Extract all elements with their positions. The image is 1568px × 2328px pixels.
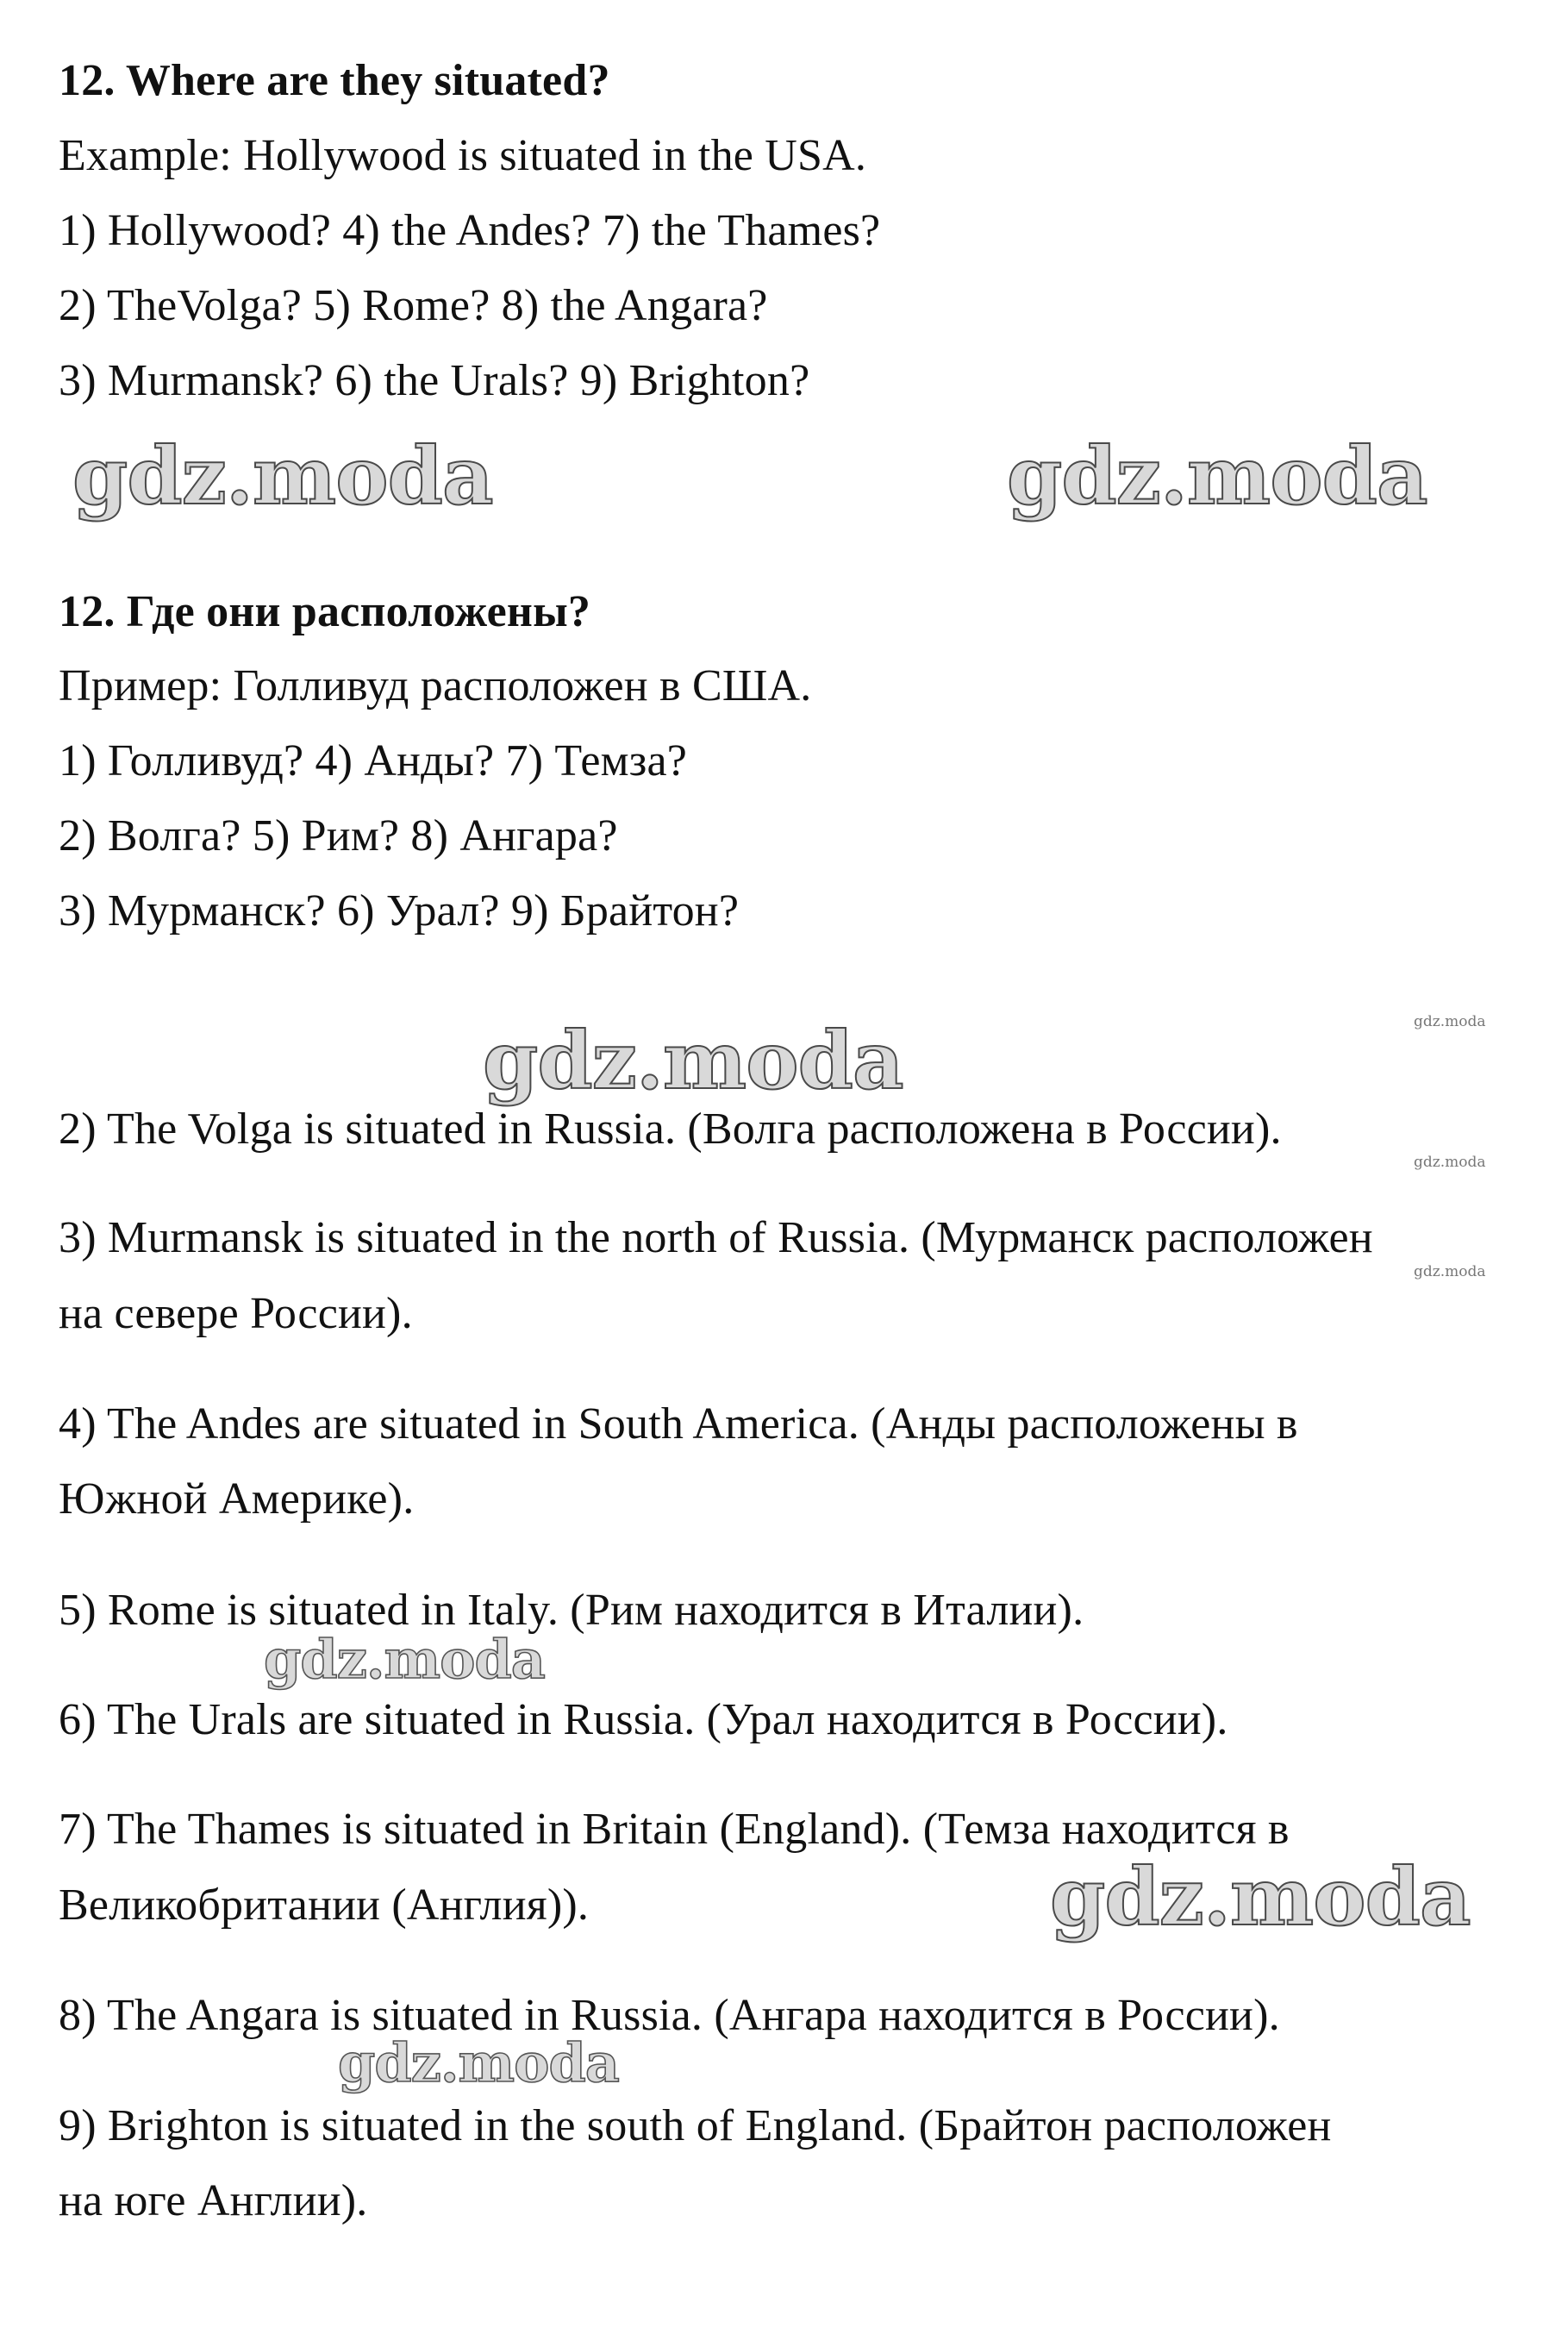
answer-line: 7) The Thames is situated in Britain (England). (Темза находится в <box>59 1805 1290 1854</box>
answer-line: Южной Америке). <box>59 1474 415 1524</box>
answer-line: 8) The Angara is situated in Russia. (Ангара находится в России). <box>59 1991 1280 2040</box>
watermark-logo: gdz.moda <box>264 1628 545 1691</box>
watermark-small: gdz.moda <box>1414 1263 1486 1280</box>
watermark-small: gdz.moda <box>1414 1013 1486 1030</box>
watermark-logo: gdz.moda <box>1007 429 1427 523</box>
answer-line: 3) Murmansk is situated in the north of Russia. (Мурманск расположен <box>59 1213 1373 1262</box>
exercise-example-en: Example: Hollywood is situated in the USA. <box>59 131 867 180</box>
exercise-row-ru: 2) Волга? 5) Рим? 8) Ангара? <box>59 811 618 860</box>
exercise-heading-en: 12. Where are they situated? <box>59 56 610 105</box>
exercise-row-en: 1) Hollywood? 4) the Andes? 7) the Thames? <box>59 206 881 255</box>
exercise-row-ru: 3) Мурманск? 6) Урал? 9) Брайтон? <box>59 886 740 936</box>
watermark-logo: gdz.moda <box>338 2031 619 2094</box>
exercise-row-en: 3) Murmansk? 6) the Urals? 9) Brighton? <box>59 356 810 405</box>
exercise-heading-ru: 12. Где они расположены? <box>59 587 591 636</box>
exercise-example-ru: Пример: Голливуд расположен в США. <box>59 661 812 710</box>
answer-line: 6) The Urals are situated in Russia. (Урал находится в России). <box>59 1695 1228 1744</box>
watermark-logo: gdz.moda <box>1050 1850 1471 1943</box>
answer-line: 5) Rome is situated in Italy. (Рим находится в Италии). <box>59 1586 1084 1635</box>
answer-line: на севере России). <box>59 1289 413 1338</box>
answer-line: 9) Brighton is situated in the south of England. (Брайтон расположен <box>59 2101 1332 2150</box>
watermark-logo: gdz.moda <box>483 1014 903 1107</box>
answer-line: 2) The Volga is situated in Russia. (Волга расположена в России). <box>59 1105 1282 1154</box>
answer-line: 4) The Andes are situated in South America. (Анды расположены в <box>59 1399 1298 1449</box>
watermark-logo: gdz.moda <box>72 429 493 523</box>
exercise-row-en: 2) TheVolga? 5) Rome? 8) the Angara? <box>59 281 768 330</box>
exercise-row-ru: 1) Голливуд? 4) Анды? 7) Темза? <box>59 736 688 785</box>
answer-line: Великобритании (Англия)). <box>59 1881 590 1930</box>
answer-line: на юге Англии). <box>59 2176 368 2225</box>
watermark-small: gdz.moda <box>1414 1154 1486 1171</box>
